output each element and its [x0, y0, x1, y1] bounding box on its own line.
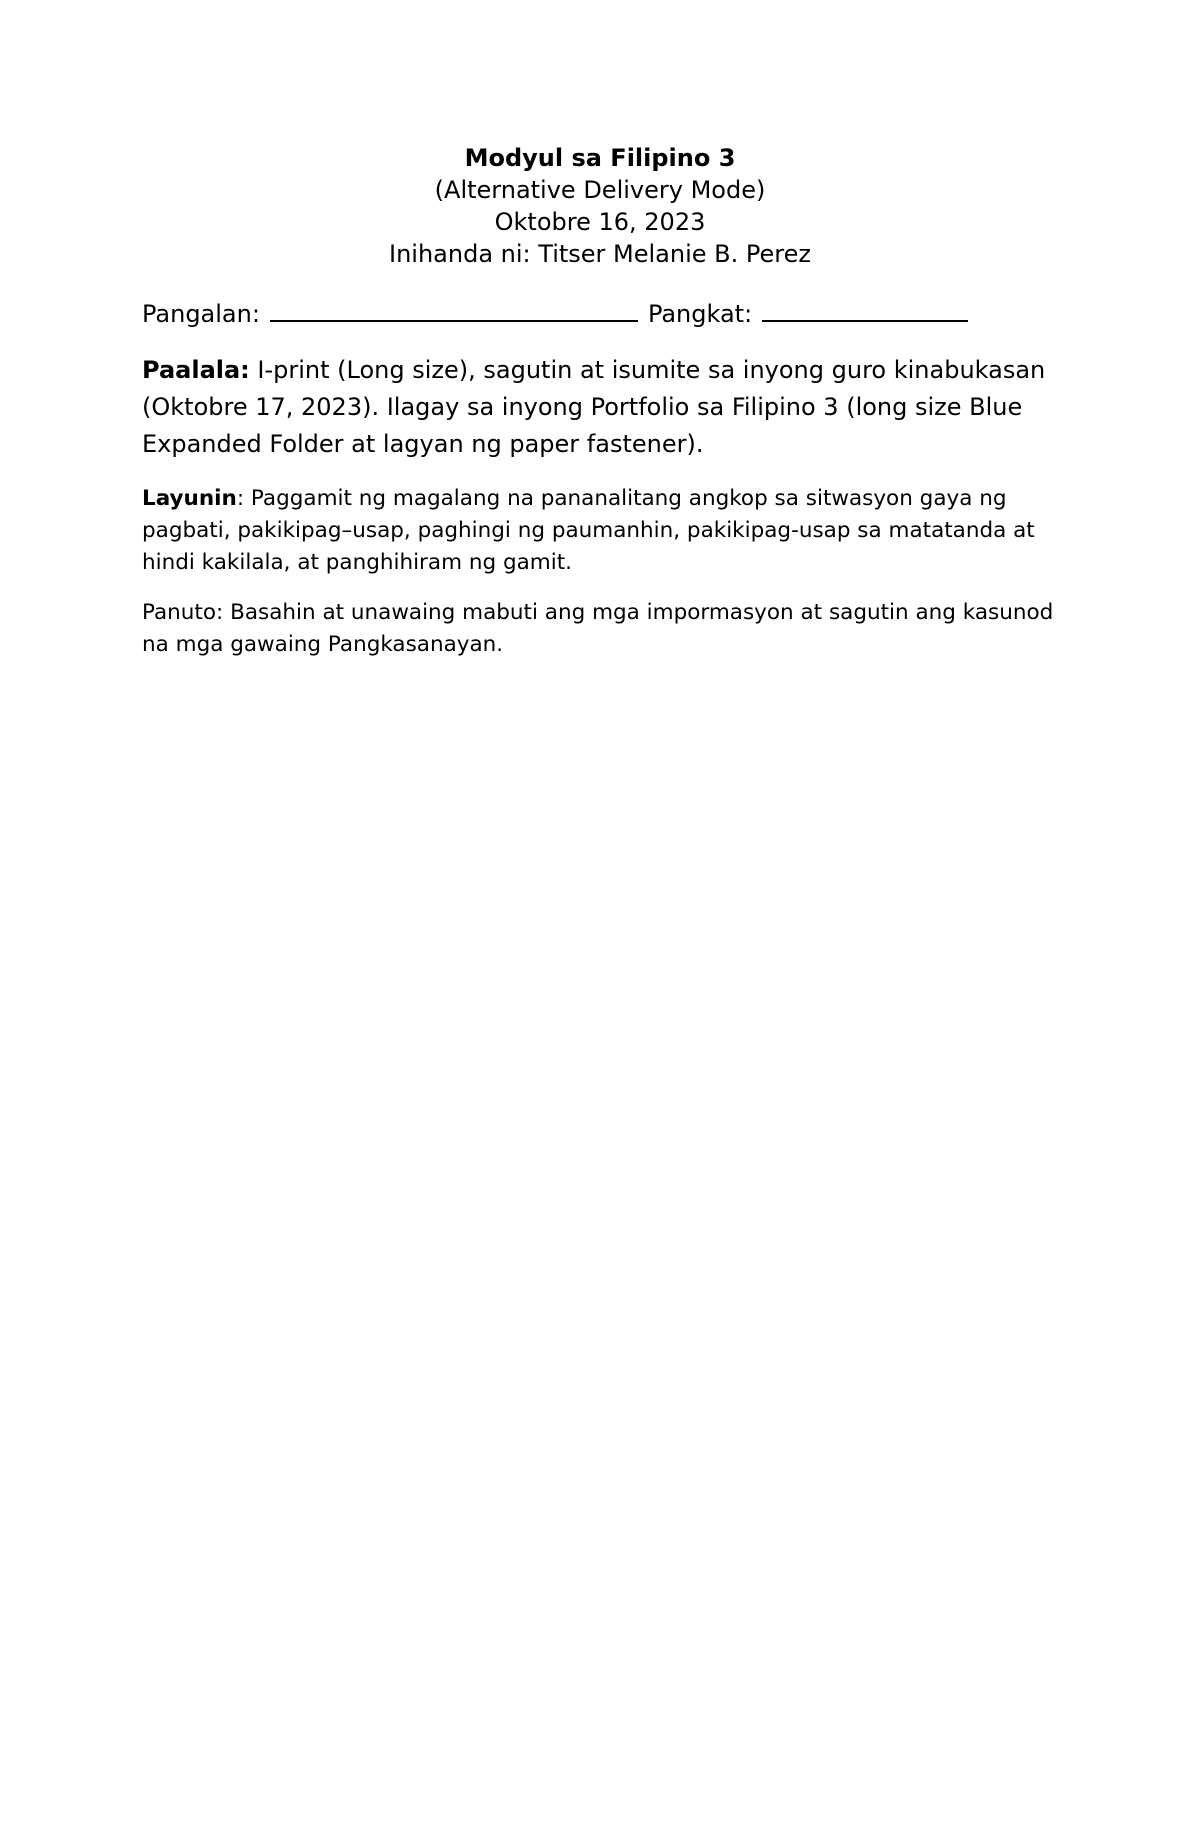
reminder-text: I-print (Long size), sagutin at isumite sa inyong guro kinabukasan (Oktobre 17, 2023). Ilagay sa inyong Portfolio sa Filipino 3 (long size Blue Expanded Folder at lagyan ng paper fastener). — [142, 356, 1046, 458]
name-label: Pangalan: — [142, 300, 260, 328]
document-page — [142, 142, 1058, 661]
prepared-by: Inihanda ni: Titser Melanie B. Perez — [389, 240, 811, 268]
instructions-paragraph: Panuto: Basahin at unawaing mabuti ang mga impormasyon at sagutin ang kasunod na mga gawaing Pangkasanayan. — [142, 600, 1054, 657]
module-title: Modyul sa Filipino 3 — [464, 144, 736, 172]
objective-text: : Paggamit ng magalang na pananalitang angkop sa sitwasyon gaya ng pagbati, pakikipag–usap, paghingi ng paumanhin, pakikipag-usap sa matatanda at hindi kakilala, at panghihiram ng gamit. — [142, 486, 1035, 575]
student-info-row — [142, 298, 1058, 330]
group-blank-line[interactable] — [762, 298, 968, 322]
document-header — [142, 142, 1058, 270]
objective-label: Layunin — [142, 486, 237, 511]
name-blank-line[interactable] — [270, 298, 638, 322]
objective-paragraph — [142, 483, 1058, 579]
module-date: Oktobre 16, 2023 — [494, 208, 706, 236]
group-label: Pangkat: — [647, 300, 753, 328]
module-subtitle: (Alternative Delivery Mode) — [434, 176, 766, 204]
reminder-label: Paalala: — [142, 356, 250, 384]
reminder-paragraph — [142, 352, 1058, 463]
